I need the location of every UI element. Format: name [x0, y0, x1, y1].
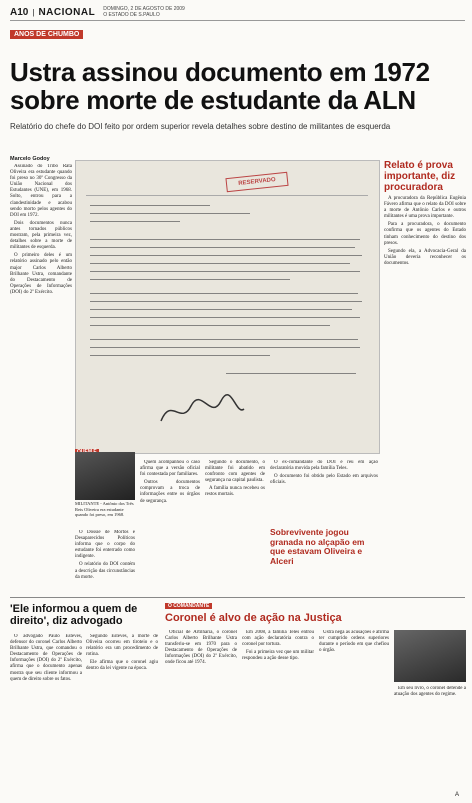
- subsection-title: Sobrevivente jogou granada no alçapão em que estavam Oliveira e Alceri: [270, 527, 365, 566]
- document-line: [90, 325, 330, 326]
- paragraph: O relatório do DOI contém a descrição das circunstâncias da morte.: [75, 562, 135, 580]
- article-column-4: [205, 460, 265, 595]
- paragraph: Em seu livro, o coronel defende a atuação dos agentes do regime.: [394, 686, 466, 698]
- headline: Ustra assinou documento em 1972 sobre morte de estudante da ALN: [10, 57, 430, 115]
- sidebar-text: [384, 196, 466, 267]
- paragraph: Oficial de Artilharia, o coronel Carlos Alberto Brilhante Ustra transferiu-se em 1970 para o Destacamento de Operações de Informações (DOI) do 2º Exército, onde ficou até 1974.: [165, 630, 237, 666]
- footer-page-marker: A: [455, 792, 460, 798]
- paragraph: A família nunca recebeu os restos mortais.: [205, 486, 265, 498]
- paragraph: O documento foi obtido pelo Estado em arquivos oficiais.: [270, 474, 378, 486]
- section-divider: [10, 597, 465, 598]
- article-column-1: [10, 164, 72, 594]
- document-line: [90, 293, 358, 294]
- paragraph: O ex-comandante do DOI é réu em ação declaratória movida pela família Teles.: [270, 460, 378, 472]
- quote-column-1: [10, 634, 82, 799]
- document-line: [90, 317, 360, 318]
- page-header: [10, 4, 465, 21]
- date-line: [103, 6, 185, 18]
- subsection-box: [270, 528, 378, 566]
- document-line: [90, 309, 352, 310]
- photo-caption: MILITANTE - Antônio dos Três Reis Oliveira era estudante quando foi preso, em 1968.: [75, 501, 134, 517]
- header-separator: |: [32, 7, 35, 17]
- paragraph: Ele afirma que o coronel agiu dentro da lei vigente na época.: [86, 660, 158, 672]
- document-image: [75, 160, 380, 454]
- coronel-column-2: [242, 630, 314, 800]
- paragraph: Segundo o documento, o militante foi abatido em confronto com agentes de segurança na capital paulista.: [205, 460, 265, 484]
- coronel-column-4: [394, 686, 466, 796]
- document-line: [226, 373, 356, 374]
- document-line: [90, 247, 355, 248]
- article-column-3: [140, 460, 200, 595]
- document-line: [90, 279, 290, 280]
- coronel-column-3: [319, 630, 389, 800]
- paragraph: O primeiro deles é um relatório assinado pelo então major Carlos Alberto Brilhante Ustra, comandante do Destacamento de Operações de Informações (DOI) do 2º Exército.: [10, 253, 72, 295]
- section-name: NACIONAL: [38, 6, 96, 18]
- sidebar-title: Relato é prova importante, diz procuradora: [384, 160, 456, 193]
- paragraph: Segundo Esteves, a morte de Oliveira ocorreu em tiroteio e o relatório era um procedimento de rotina.: [86, 634, 158, 658]
- document-line: [90, 221, 180, 222]
- paragraph: Assinado do Tribo Rata Oliveira era estudante quando foi preso no 30º Congresso da União Nacional dos Estudantes (UNE), em 1968. Solto, entrou para a clandestinidade e acabou sendo morto pelos agentes do DOI em 1972.: [10, 164, 72, 218]
- paragraph: Segundo ela, a Advocacia-Geral da União deveria reconhecer os documentos.: [384, 248, 466, 266]
- militant-photo: [75, 452, 135, 500]
- coronel-kicker: O COMANDANTE: [165, 603, 212, 609]
- kicker: ANOS DE CHUMBO: [10, 30, 83, 39]
- signature-image: [156, 391, 246, 431]
- article-column-2: [75, 530, 135, 594]
- coronel-headline: Coronel é alvo de ação na Justiça: [165, 612, 342, 624]
- date-line-1: DOMINGO, 2 DE AGOSTO DE 2009: [103, 6, 185, 12]
- document-line: [90, 347, 360, 348]
- coronel-photo: [394, 630, 466, 682]
- paragraph: Outros documentos comprovam a troca de informações entre os órgãos de segurança.: [140, 480, 200, 504]
- subhead: Relatório do chefe do DOI feito por ordem superior revela detalhes sobre destino de militantes de esquerda: [10, 122, 391, 131]
- sidebar-box: [384, 160, 466, 590]
- byline: Marcelo Godoy: [10, 156, 50, 162]
- quote-headline: 'Ele informou a quem de direito', diz advogado: [10, 603, 138, 627]
- coronel-column-1: [165, 630, 237, 800]
- document-line: [90, 301, 362, 302]
- date-line-2: O ESTADO DE S.PAULO: [103, 12, 160, 18]
- document-line: [90, 255, 362, 256]
- document-line: [90, 213, 250, 214]
- paragraph: O advogado Paulo Esteves, defensor do coronel Carlos Alberto Brilhante Ustra, que comandou o Destacamento de Operações de Informações (DOI) do 2º Exército, afirma que o documento apenas mostra que seu cliente informou a quem de direito sobre os fatos.: [10, 634, 82, 682]
- paragraph: O Dossiê de Mortos e Desaparecidos Políticos informa que o corpo do estudante foi enterrado como indigente.: [75, 530, 135, 560]
- page-number: A10: [10, 6, 29, 18]
- document-line: [90, 355, 270, 356]
- paragraph: Dois documentos nunca antes tornados públicos mostram, pela primeira vez, detalhes sobre a morte de militantes de esquerda.: [10, 220, 72, 251]
- document-line: [90, 339, 358, 340]
- quote-column-2: [86, 634, 158, 799]
- paragraph: Em 2008, a família Teles entrou com ação declaratória contra o coronel por tortura.: [242, 630, 314, 648]
- paragraph: A procuradora da República Eugênia Fávero afirma que o relato da DOI sobre a morte de Antônio Carlos e outros militantes é uma prova importante.: [384, 196, 466, 220]
- paragraph: Quem acompanhou o caso afirma que a versão oficial foi contestada por familiares.: [140, 460, 200, 478]
- reserved-stamp: RESERVADO: [225, 172, 288, 192]
- paragraph: Ustra nega as acusações e afirma ter cumprido ordens superiores durante o período em que chefiou o órgão.: [319, 630, 389, 654]
- paragraph: Foi a primeira vez que um militar respondeu a ação desse tipo.: [242, 650, 314, 662]
- document-line: [90, 205, 210, 206]
- paragraph: Para a procuradora, o documento confirma que os agentes do Estado tinham conhecimento do destino dos presos.: [384, 222, 466, 246]
- document-line: [90, 271, 360, 272]
- article-column-5: [270, 460, 378, 526]
- document-line: [90, 263, 350, 264]
- document-line: [90, 239, 360, 240]
